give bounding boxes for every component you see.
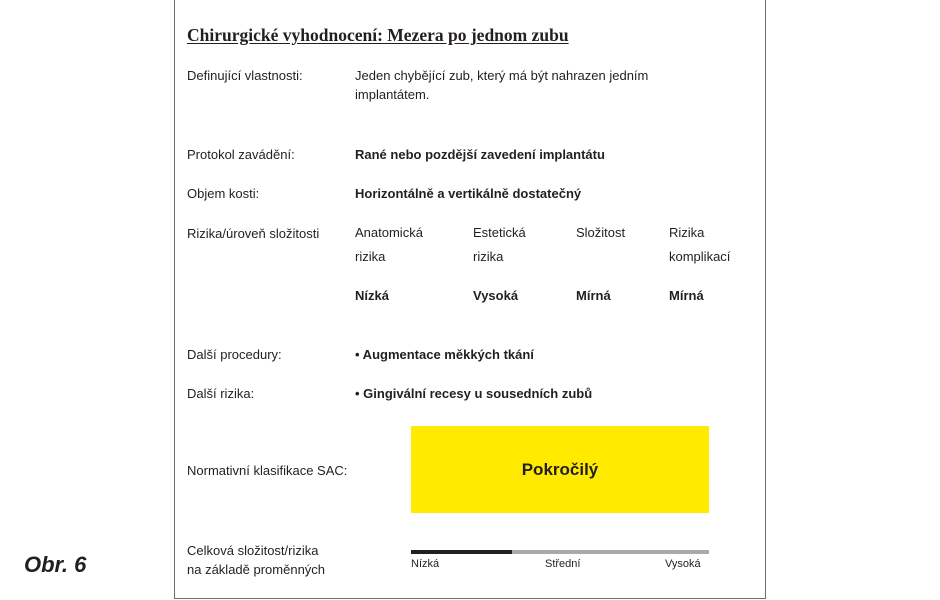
protocol-label: Protokol zavádění: — [187, 147, 295, 162]
risks-label: Rizika/úroveň složitosti — [187, 226, 320, 241]
overall-complexity-scale — [411, 550, 709, 554]
defining-value: Jeden chybějící zub, který má být nahrazen jedním implantátem. — [355, 68, 649, 102]
additional-risks-value: • Gingivální recesy u sousedních zubů — [355, 386, 593, 401]
sac-classification-value: Pokročilý — [521, 459, 599, 479]
overall-label-line2: na základě proměnných — [187, 562, 326, 577]
bone-label: Objem kosti: — [187, 186, 260, 201]
protocol-value: Rané nebo pozdější zavedení implantátu — [355, 147, 605, 162]
scale-tick-low: Nízká — [411, 558, 440, 570]
defining-label: Definující vlastnosti: — [187, 68, 303, 83]
risk-heading-complexity: Složitost — [576, 225, 626, 240]
additional-procedures-value: • Augmentace měkkých tkání — [355, 347, 534, 362]
risk-level-esthetic: Vysoká — [473, 288, 519, 303]
risk-level-complications: Mírná — [669, 288, 704, 303]
figure-label: Obr. 6 — [24, 552, 87, 577]
sac-assessment-card — [174, 0, 766, 599]
overall-label-line1: Celková složitost/rizika — [187, 543, 319, 558]
bone-value: Horizontálně a vertikálně dostatečný — [355, 186, 582, 201]
risk-heading-complications: Rizika komplikací — [669, 225, 731, 264]
additional-procedures-label: Další procedury: — [187, 347, 282, 362]
card-title: Chirurgické vyhodnocení: Mezera po jednom zubu — [187, 25, 569, 45]
scale-tick-high: Vysoká — [665, 558, 701, 570]
sac-classification-box — [411, 426, 709, 513]
risk-level-anatomic: Nízká — [355, 288, 389, 303]
risk-heading-anatomic: Anatomická rizika — [355, 225, 423, 264]
additional-risks-label: Další rizika: — [187, 386, 255, 401]
overall-complexity-fill — [411, 550, 512, 554]
sac-label: Normativní klasifikace SAC: — [187, 463, 348, 478]
risk-level-complexity: Mírná — [576, 288, 611, 303]
scale-tick-medium: Střední — [545, 558, 581, 570]
risk-heading-esthetic: Estetická rizika — [473, 225, 526, 264]
